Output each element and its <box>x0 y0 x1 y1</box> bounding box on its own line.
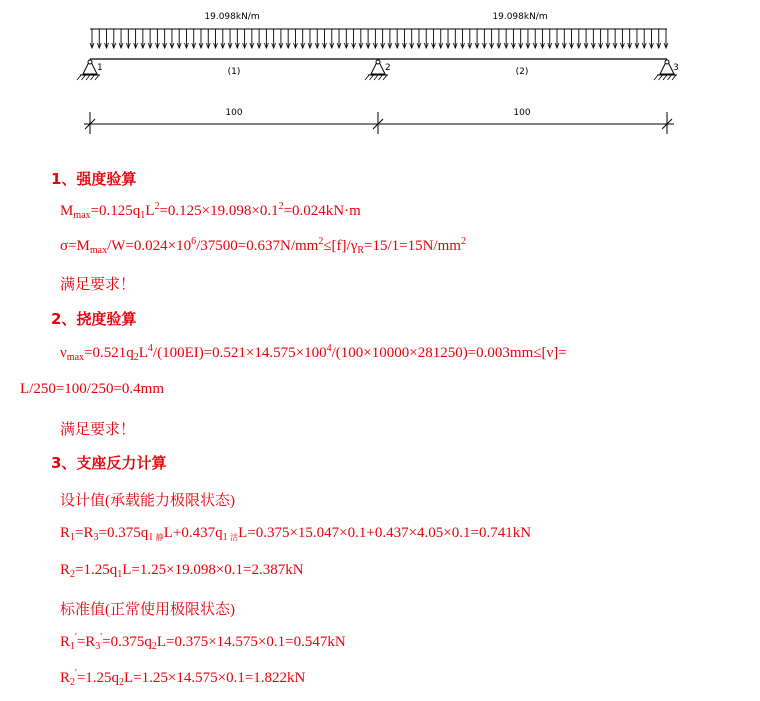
support-hatch <box>668 75 672 80</box>
span-label-2: (2) <box>515 67 529 77</box>
load-label-1: 19.098kN/m <box>204 12 260 22</box>
dimension-label-2: 100 <box>513 108 531 118</box>
support-pin <box>665 60 669 64</box>
section-heading-reaction: 3、支座反力计算 <box>51 454 167 472</box>
load-label-2: 19.098kN/m <box>492 12 548 22</box>
supports <box>77 60 677 80</box>
support-hatch <box>659 75 663 80</box>
section-heading-deflection: 2、挠度验算 <box>51 310 137 328</box>
r2p-formula: $R_2'=1.25q_2L=1.25\times 14.575\times 0.1=1.822kN$ <box>60 668 306 688</box>
support-label-1: 1 <box>97 63 103 73</box>
r1p-r3p-formula: $R_1'=R_3'=0.375q_2L=0.375\times 14.575\times 0.1=0.547kN$ <box>60 632 346 652</box>
span-label-1: (1) <box>227 67 241 77</box>
support-hatch <box>82 75 86 80</box>
beam-load-diagram <box>0 0 760 145</box>
support-hatch <box>86 75 90 80</box>
load-arrows <box>90 29 668 48</box>
dimension-ticks <box>85 112 672 134</box>
support-hatch <box>672 75 676 80</box>
support-hatch <box>663 75 667 80</box>
standard-value-title: 标准值(正常使用极限状态) <box>60 602 235 618</box>
support-hatch <box>374 75 378 80</box>
support-hatch <box>383 75 387 80</box>
support-pin <box>376 60 380 64</box>
support-hatch <box>370 75 374 80</box>
section-heading-strength: 1、强度验算 <box>51 170 137 188</box>
strength-ok-text: 满足要求！ <box>60 277 136 293</box>
deflection-formula: $\nu_{max}=0.521q_2L^4/(100EI)=0.521\times 14.575\times 100^4/(100\times 10000\times 281250)=0.003mm\le[\nu]=$ <box>60 343 567 363</box>
support-hatch <box>77 75 81 80</box>
support-label-3: 3 <box>673 63 679 73</box>
design-value-title: 设计值(承载能力极限状态) <box>60 493 235 509</box>
support-hatch <box>95 75 99 80</box>
support-hatch <box>91 75 95 80</box>
r1-r3-formula: $R_1=R_3=0.375q_{1 静}L+0.437q_{1 活}L=0.375\times 15.047\times 0.1+0.437\times 4.05\times 0.1=0.741kN$ <box>60 525 532 543</box>
mmax-formula: $M_{max}=0.125q_1L^2=0.125\times 19.098\times 0.1^2=0.024kN\cdot m$ <box>60 201 361 221</box>
stress-formula: $\sigma=M_{max}/W=0.024\times 10^6/37500=0.637N/mm^2\le[f]/\gamma_R=15/1=15N/mm^2$ <box>60 236 466 256</box>
deflection-ok-text: 满足要求！ <box>60 422 136 438</box>
dimension-label-1: 100 <box>225 108 243 118</box>
deflection-limit: L/250=100/250=0.4mm <box>20 381 165 397</box>
support-hatch <box>654 75 658 80</box>
support-hatch <box>379 75 383 80</box>
support-label-2: 2 <box>385 63 391 73</box>
support-hatch <box>365 75 369 80</box>
r2-formula: $R_2=1.25q_1L=1.25\times 19.098\times 0.1=2.387kN$ <box>60 562 304 580</box>
support-pin <box>88 60 92 64</box>
